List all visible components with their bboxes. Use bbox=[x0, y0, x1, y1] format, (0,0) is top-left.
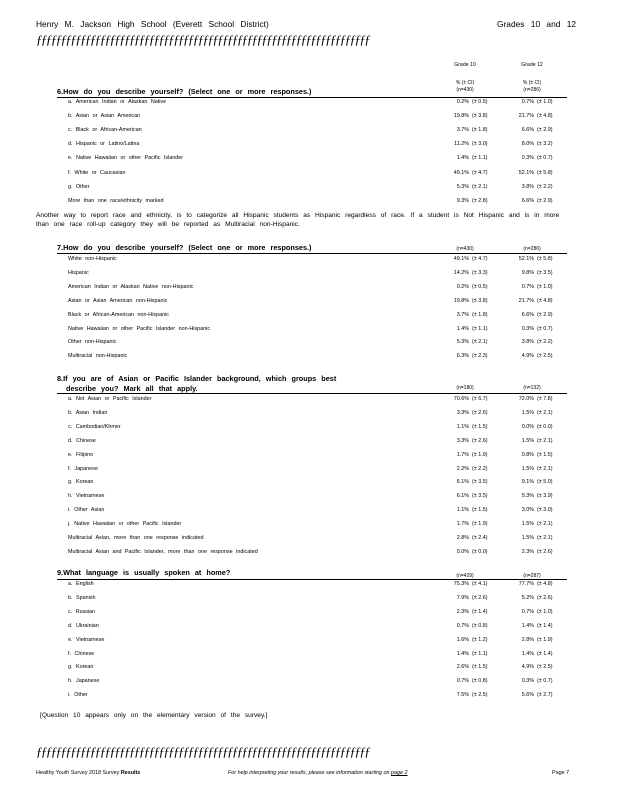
grade12-value: 4.9% bbox=[521, 664, 534, 671]
table-row bbox=[68, 493, 565, 506]
q9-title: 9.What language is usually spoken at home? bbox=[57, 568, 231, 577]
table-row bbox=[68, 184, 565, 197]
q8-n-grade10: (n=180) bbox=[456, 385, 474, 391]
row-label: Multiracial non-Hispanic bbox=[68, 353, 128, 360]
row-label: f. Japanese bbox=[68, 465, 98, 472]
grade12-header: Grade 12 bbox=[521, 62, 543, 68]
grade12-value: 0.3% bbox=[521, 325, 534, 332]
grade10-ci: (± 2.1) bbox=[472, 339, 488, 346]
q9-n-grade10: (n=429) bbox=[456, 573, 474, 579]
grade12-value: 21.7% bbox=[518, 297, 534, 304]
grade12-ci: (± 0.7) bbox=[537, 325, 553, 332]
grade12-value: 0.3% bbox=[521, 678, 534, 685]
page-number: Page 7 bbox=[552, 770, 570, 776]
q6-title: 6.How do you describe yourself? (Select one or more responses.) bbox=[57, 87, 312, 96]
grade12-ci: (± 7.8) bbox=[537, 396, 553, 402]
grade12-ci: (± 4.8) bbox=[537, 113, 553, 120]
grade12-value: 0.7% bbox=[521, 283, 534, 290]
table-row bbox=[68, 127, 565, 140]
table-row bbox=[68, 466, 565, 479]
grade12-value: 0.7% bbox=[521, 99, 534, 105]
row-label: g. Korean bbox=[68, 479, 94, 486]
grade10-ci: (± 4.7) bbox=[472, 169, 488, 176]
grade12-ci: (± 1.4) bbox=[537, 622, 553, 629]
grade10-ci: (± 2.3) bbox=[472, 353, 488, 360]
table-row bbox=[68, 595, 565, 608]
grade10-value: 1.7% bbox=[456, 521, 469, 528]
grade10-ci: (± 2.2) bbox=[472, 465, 488, 472]
header-rule: ƒƒƒƒƒƒƒƒƒƒƒƒƒƒƒƒƒƒƒƒƒƒƒƒƒƒƒƒƒƒƒƒƒƒƒƒƒƒƒƒƒƒƒƒƒƒƒƒƒƒƒƒƒƒƒƒƒƒƒƒƒƒƒƒƒƒƒƒ bbox=[36, 32, 370, 47]
footer-help bbox=[228, 770, 408, 776]
table-row bbox=[68, 609, 565, 622]
grade12-ci: (± 2.9) bbox=[537, 311, 553, 318]
table-row bbox=[68, 452, 565, 465]
grade10-ci: (± 3.8) bbox=[472, 297, 488, 304]
grade10-value: 3.3% bbox=[456, 437, 469, 444]
table-row bbox=[68, 521, 565, 534]
row-label: c. Russian bbox=[68, 608, 96, 615]
grade10-ci: (± 0.5) bbox=[472, 283, 488, 290]
grade12-value: 1.4% bbox=[521, 622, 534, 629]
grade10-value: 19.8% bbox=[453, 113, 469, 120]
grade10-value: 75.3% bbox=[453, 581, 469, 587]
grade12-ci: (± 5.8) bbox=[537, 169, 553, 176]
grade10-ci: (± 2.6) bbox=[472, 594, 488, 601]
grade10-value: 1.7% bbox=[456, 451, 469, 458]
q8-underline bbox=[57, 393, 567, 394]
row-label: d. Chinese bbox=[68, 437, 96, 444]
grade12-value: 72.0% bbox=[518, 396, 534, 402]
row-label: d. Ukrainian bbox=[68, 622, 99, 629]
table-row bbox=[68, 113, 565, 126]
grade10-ci: (± 1.5) bbox=[472, 664, 488, 671]
grade12-value: 3.8% bbox=[521, 183, 534, 190]
grade10-pct-ci: % (± CI) bbox=[455, 80, 475, 86]
row-label: h. Vietnamese bbox=[68, 493, 105, 500]
grade10-value: 6.1% bbox=[456, 493, 469, 500]
grade10-value: 19.8% bbox=[453, 297, 469, 304]
grade10-ci: (± 4.7) bbox=[472, 256, 488, 262]
table-row bbox=[68, 99, 565, 112]
grade10-value: 1.1% bbox=[456, 423, 469, 430]
grade10-ci: (± 1.5) bbox=[472, 423, 488, 430]
grade12-pct-ci: % (± CI) bbox=[522, 80, 542, 86]
grade12-value: 1.5% bbox=[521, 437, 534, 444]
grade10-value: 1.4% bbox=[456, 155, 469, 162]
table-row bbox=[68, 692, 565, 705]
table-row bbox=[68, 581, 565, 594]
row-label: h. Japanese bbox=[68, 678, 100, 685]
table-row bbox=[68, 410, 565, 423]
help-text: For help interpreting your results, please see information starting on bbox=[228, 770, 390, 776]
grade10-ci: (± 1.4) bbox=[472, 608, 488, 615]
table-row bbox=[68, 507, 565, 520]
q7-n-grade10: (n=430) bbox=[456, 246, 474, 252]
row-label: Black or African-American non-Hispanic bbox=[68, 311, 169, 318]
grade10-value: 49.1% bbox=[453, 169, 469, 176]
grade12-ci: (± 4.8) bbox=[537, 581, 553, 587]
grade12-ci: (± 3.0) bbox=[537, 507, 553, 514]
grade10-ci: (± 1.1) bbox=[472, 650, 488, 657]
grade12-value: 5.3% bbox=[521, 493, 534, 500]
row-label: b. Asian or Asian American bbox=[68, 113, 141, 120]
grade10-value: 2.8% bbox=[456, 535, 469, 541]
grade12-value: 1.4% bbox=[521, 650, 534, 657]
q6-n-grade12: (n=286) bbox=[523, 87, 541, 93]
row-label: Asian or Asian American non-Hispanic bbox=[68, 297, 168, 304]
grade10-ci: (± 2.6) bbox=[472, 437, 488, 444]
grade12-value: 77.7% bbox=[518, 581, 534, 587]
q8-title-line2: describe you? Mark all that apply. bbox=[66, 384, 198, 393]
grade10-ci: (± 0.8) bbox=[472, 678, 488, 685]
q7-title: 7.How do you describe yourself? (Select one or more responses.) bbox=[57, 243, 312, 252]
grade10-value: 70.6% bbox=[453, 396, 469, 402]
row-label: b. Spanish bbox=[68, 594, 96, 601]
row-label: White non-Hispanic bbox=[68, 256, 117, 262]
grades-label: Grades 10 and 12 bbox=[497, 19, 577, 29]
grade12-value: 6.6% bbox=[521, 197, 534, 204]
grade12-ci: (± 3.5) bbox=[537, 269, 553, 276]
row-label: e. Vietnamese bbox=[68, 636, 105, 643]
table-row bbox=[68, 396, 565, 409]
table-row bbox=[68, 651, 565, 664]
row-label: Hispanic bbox=[68, 269, 89, 276]
grade12-value: 6.6% bbox=[521, 311, 534, 318]
grade12-ci: (± 2.9) bbox=[537, 197, 553, 204]
grade12-value: 1.5% bbox=[521, 409, 534, 416]
grade12-value: 0.0% bbox=[521, 423, 534, 430]
question10-note: [Question 10 appears only on the elementary version of the survey.] bbox=[40, 712, 268, 719]
grade12-value: 5.6% bbox=[521, 692, 534, 699]
grade10-value: 3.7% bbox=[456, 127, 469, 134]
race-rollup-note: Another way to report race and ethnicity, is to categorize all Hispanic students as Hispanic regardless of race. If a student is Not Hispanic and is in more than one race roll-up category they will be reported as Multiracial non-Hispanic. bbox=[36, 212, 560, 228]
table-row bbox=[68, 326, 565, 339]
grade10-ci: (± 4.1) bbox=[472, 581, 488, 587]
row-label: g. Other bbox=[68, 183, 90, 190]
row-label: i. Other Asian bbox=[68, 507, 105, 514]
grade12-value: 1.5% bbox=[521, 465, 534, 472]
grade10-value: 3.3% bbox=[456, 409, 469, 416]
grade12-ci: (± 1.0) bbox=[537, 99, 553, 105]
grade12-ci: (± 2.6) bbox=[537, 548, 553, 555]
grade10-ci: (± 2.6) bbox=[472, 409, 488, 416]
row-label: d. Hispanic or Latino/Latina bbox=[68, 141, 140, 148]
row-label: American Indian or Alaskan Native non-Hispanic bbox=[68, 283, 194, 290]
row-label: Multiracial Asian, more than one response indicated bbox=[68, 535, 204, 541]
grade12-ci: (± 3.9) bbox=[537, 493, 553, 500]
grade10-value: 49.1% bbox=[453, 256, 469, 262]
table-row bbox=[68, 141, 565, 154]
help-page-link[interactable]: page 2 bbox=[391, 770, 408, 776]
grade10-header: Grade 10 bbox=[454, 62, 476, 68]
footer-rule: ƒƒƒƒƒƒƒƒƒƒƒƒƒƒƒƒƒƒƒƒƒƒƒƒƒƒƒƒƒƒƒƒƒƒƒƒƒƒƒƒƒƒƒƒƒƒƒƒƒƒƒƒƒƒƒƒƒƒƒƒƒƒƒƒƒƒƒƒ bbox=[36, 744, 370, 759]
grade12-ci: (± 2.6) bbox=[537, 594, 553, 601]
grade10-ci: (± 1.1) bbox=[472, 155, 488, 162]
row-label: j. Native Hawaiian or other Pacific Islander bbox=[68, 521, 182, 528]
survey-name: Healthy Youth Survey 2018 Survey bbox=[36, 770, 120, 776]
grade12-ci: (± 2.9) bbox=[537, 127, 553, 134]
grade10-ci: (± 0.8) bbox=[472, 622, 488, 629]
grade12-value: 0.3% bbox=[521, 155, 534, 162]
q8-title-line1: 8.If you are of Asian or Pacific Islander background, which groups best bbox=[57, 374, 337, 383]
grade12-ci: (± 2.1) bbox=[537, 465, 553, 472]
table-row bbox=[68, 353, 565, 366]
table-row bbox=[68, 623, 565, 636]
grade12-ci: (± 5.0) bbox=[537, 479, 553, 486]
table-row bbox=[68, 170, 565, 183]
grade10-ci: (± 6.7) bbox=[472, 396, 488, 402]
grade12-value: 3.0% bbox=[521, 507, 534, 514]
grade10-ci: (± 1.1) bbox=[472, 325, 488, 332]
table-row bbox=[68, 479, 565, 492]
row-label: i. Other bbox=[68, 692, 88, 699]
grade12-ci: (± 0.0) bbox=[537, 423, 553, 430]
grade12-ci: (± 2.5) bbox=[537, 664, 553, 671]
row-label: f. White or Caucasian bbox=[68, 169, 126, 176]
grade10-value: 7.5% bbox=[456, 692, 469, 699]
grade12-ci: (± 4.8) bbox=[537, 297, 553, 304]
grade12-ci: (± 1.9) bbox=[537, 636, 553, 643]
row-label: e. Native Hawaiian or other Pacific Islander bbox=[68, 155, 184, 162]
grade12-ci: (± 2.7) bbox=[537, 692, 553, 699]
grade12-value: 9.8% bbox=[521, 269, 534, 276]
grade10-value: 1.1% bbox=[456, 507, 469, 514]
row-label: More than one race/ethnicity marked bbox=[68, 197, 164, 204]
q6-underline bbox=[57, 97, 567, 98]
grade12-ci: (± 2.2) bbox=[537, 339, 553, 346]
grade10-value: 6.3% bbox=[456, 353, 469, 360]
grade10-ci: (± 2.5) bbox=[472, 692, 488, 699]
grade12-value: 1.5% bbox=[521, 535, 534, 541]
grade10-value: 7.9% bbox=[456, 594, 469, 601]
table-row bbox=[68, 284, 565, 297]
row-label: c. Black or African-American bbox=[68, 127, 142, 134]
grade12-value: 2.8% bbox=[521, 636, 534, 643]
grade12-ci: (± 0.7) bbox=[537, 155, 553, 162]
grade12-value: 9.1% bbox=[521, 479, 534, 486]
table-row bbox=[68, 637, 565, 650]
grade12-value: 0.7% bbox=[521, 608, 534, 615]
grade10-value: 2.2% bbox=[456, 465, 469, 472]
grade10-ci: (± 0.0) bbox=[472, 548, 488, 555]
grade12-ci: (± 2.2) bbox=[537, 183, 553, 190]
grade10-value: 0.7% bbox=[456, 622, 469, 629]
school-title: Henry M. Jackson High School (Everett School District) bbox=[36, 19, 269, 29]
grade12-ci: (± 2.1) bbox=[537, 535, 553, 541]
grade10-value: 1.4% bbox=[456, 325, 469, 332]
grade10-value: 0.0% bbox=[456, 548, 469, 555]
grade10-value: 1.6% bbox=[456, 636, 469, 643]
table-row bbox=[68, 312, 565, 325]
grade12-ci: (± 2.1) bbox=[537, 409, 553, 416]
grade10-ci: (± 1.2) bbox=[472, 636, 488, 643]
table-row bbox=[68, 256, 565, 269]
table-row bbox=[68, 424, 565, 437]
table-row bbox=[68, 678, 565, 691]
row-label: c. Cambodian/Khmer bbox=[68, 423, 121, 430]
row-label: Native Hawaiian or other Pacific Islander non-Hispanic bbox=[68, 325, 211, 332]
footer-left bbox=[36, 770, 140, 776]
grade12-value: 1.5% bbox=[521, 521, 534, 528]
row-label: Other non-Hispanic bbox=[68, 339, 117, 346]
grade10-ci: (± 2.4) bbox=[472, 535, 488, 541]
survey-results-label: Results bbox=[120, 770, 141, 776]
grade10-value: 0.2% bbox=[456, 99, 469, 105]
grade12-value: 4.9% bbox=[521, 353, 534, 360]
grade10-ci: (± 3.8) bbox=[472, 113, 488, 120]
grade10-ci: (± 1.9) bbox=[472, 521, 488, 528]
row-label: a. American Indian or Alaskan Native bbox=[68, 99, 167, 105]
grade10-ci: (± 0.5) bbox=[472, 99, 488, 105]
q7-n-grade12: (n=286) bbox=[523, 246, 541, 252]
row-label: a. English bbox=[68, 581, 94, 587]
grade12-ci: (± 1.0) bbox=[537, 283, 553, 290]
grade10-value: 0.7% bbox=[456, 678, 469, 685]
table-row bbox=[68, 535, 565, 548]
grade12-ci: (± 5.8) bbox=[537, 256, 553, 262]
row-label: a. Not Asian or Pacific Islander bbox=[68, 396, 152, 402]
grade12-value: 3.8% bbox=[521, 339, 534, 346]
grade10-value: 3.7% bbox=[456, 311, 469, 318]
grade10-ci: (± 1.5) bbox=[472, 507, 488, 514]
table-row bbox=[68, 549, 565, 562]
table-row bbox=[68, 155, 565, 168]
grade12-ci: (± 0.7) bbox=[537, 678, 553, 685]
grade10-ci: (± 3.3) bbox=[472, 269, 488, 276]
grade12-value: 0.8% bbox=[521, 451, 534, 458]
grade10-ci: (± 2.1) bbox=[472, 183, 488, 190]
grade12-ci: (± 1.0) bbox=[537, 608, 553, 615]
grade12-ci: (± 2.1) bbox=[537, 521, 553, 528]
grade10-value: 1.4% bbox=[456, 650, 469, 657]
table-row bbox=[68, 339, 565, 352]
table-row bbox=[68, 270, 565, 283]
row-label: e. Filipino bbox=[68, 451, 94, 458]
table-row bbox=[68, 298, 565, 311]
grade10-value: 2.3% bbox=[456, 608, 469, 615]
grade10-value: 9.3% bbox=[456, 197, 469, 204]
grade10-value: 0.2% bbox=[456, 283, 469, 290]
grade10-value: 5.3% bbox=[456, 339, 469, 346]
grade10-ci: (± 2.8) bbox=[472, 197, 488, 204]
grade10-value: 2.6% bbox=[456, 664, 469, 671]
grade10-value: 5.3% bbox=[456, 183, 469, 190]
grade10-ci: (± 1.9) bbox=[472, 451, 488, 458]
grade12-ci: (± 1.4) bbox=[537, 650, 553, 657]
grade12-ci: (± 1.5) bbox=[537, 451, 553, 458]
q6-n-grade10: (n=430) bbox=[456, 87, 474, 93]
table-row bbox=[68, 438, 565, 451]
q8-n-grade12: (n=132) bbox=[523, 385, 541, 391]
grade10-value: 11.2% bbox=[454, 141, 469, 148]
grade10-ci: (± 1.8) bbox=[472, 127, 488, 134]
row-label: f. Chinese bbox=[68, 650, 95, 657]
grade12-value: 5.2% bbox=[521, 594, 534, 601]
grade12-value: 21.7% bbox=[518, 113, 534, 120]
grade12-value: 8.0% bbox=[521, 141, 534, 148]
grade12-value: 6.6% bbox=[521, 127, 534, 134]
table-row bbox=[68, 664, 565, 677]
row-label: Multiracial Asian and Pacific Islander, more than one response indicated bbox=[68, 548, 258, 555]
grade12-value: 2.3% bbox=[521, 548, 534, 555]
grade10-ci: (± 1.8) bbox=[472, 311, 488, 318]
q7-underline bbox=[57, 253, 567, 254]
grade10-ci: (± 3.5) bbox=[472, 479, 488, 486]
grade12-ci: (± 2.1) bbox=[537, 437, 553, 444]
q9-underline bbox=[57, 579, 567, 580]
grade12-ci: (± 2.5) bbox=[537, 353, 553, 360]
row-label: b. Asian Indian bbox=[68, 409, 108, 416]
grade12-ci: (± 3.2) bbox=[537, 141, 553, 148]
grade10-value: 14.2% bbox=[453, 269, 469, 276]
table-row bbox=[68, 198, 565, 211]
q9-n-grade12: (n=287) bbox=[523, 573, 541, 579]
grade10-ci: (± 3.0) bbox=[472, 141, 488, 148]
grade10-value: 6.1% bbox=[456, 479, 469, 486]
grade12-value: 52.1% bbox=[518, 256, 534, 262]
grade12-value: 52.1% bbox=[518, 169, 534, 176]
grade10-ci: (± 3.5) bbox=[472, 493, 488, 500]
row-label: g. Korean bbox=[68, 664, 94, 671]
